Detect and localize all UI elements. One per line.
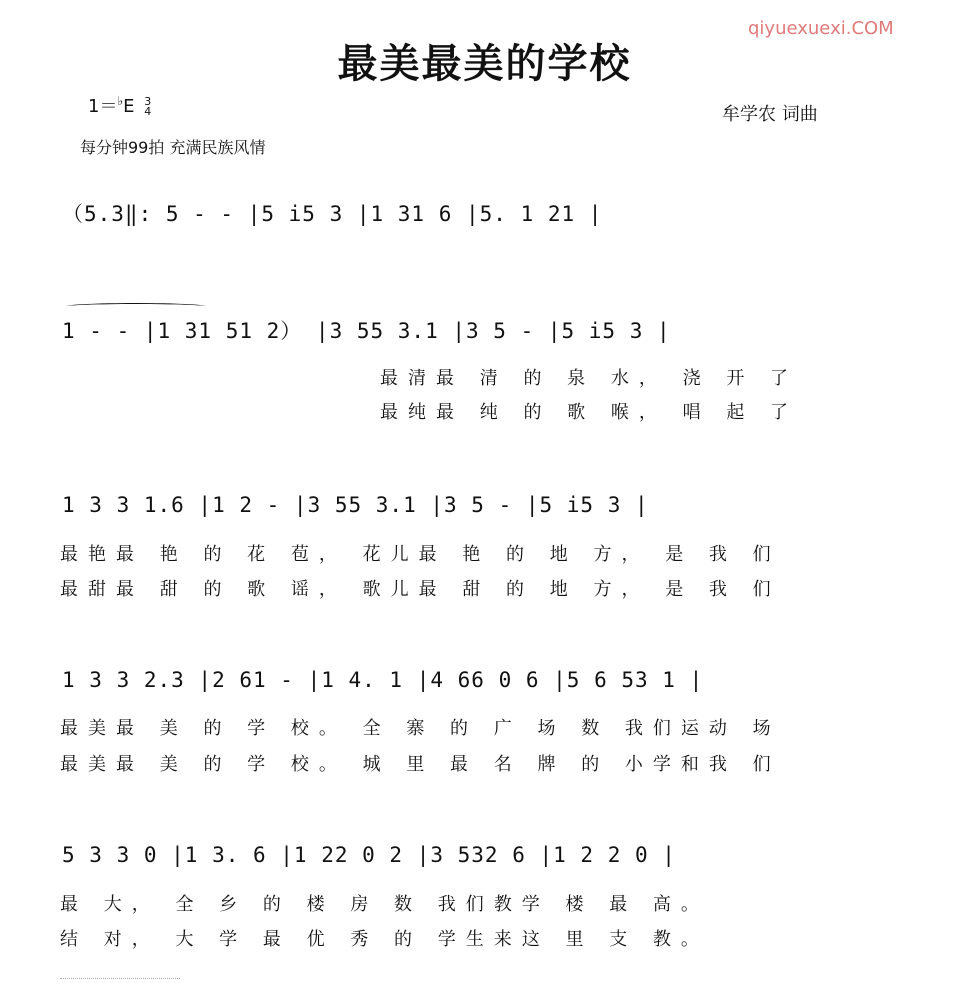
time-signature — [144, 97, 151, 117]
flat-sign: ♭ — [117, 94, 124, 108]
lyrics-line-5-verse-2: 结 对， 大 学 最 优 秀 的 学生来这 里 支 教。 — [60, 929, 709, 950]
key-note: E — [123, 96, 135, 117]
slur-mark — [66, 303, 206, 310]
lyrics-line-2-verse-1: 最清最 清 的 泉 水， 浇 开 了 — [380, 368, 799, 389]
lyrics-line-3-verse-2: 最甜最 甜 的 歌 谣， 歌儿最 甜 的 地 方， 是 我 们 — [60, 579, 781, 600]
score-line-1: （5.3‖: 5 - - |5 i5 3 |1 31 6 |5. 1 21 | — [62, 202, 603, 226]
song-title: 最美最美的学校 — [337, 41, 632, 87]
lyrics-line-3-verse-1: 最艳最 艳 的 花 苞， 花儿最 艳 的 地 方， 是 我 们 — [60, 544, 781, 565]
footer-divider — [60, 978, 180, 979]
score-line-4: 1 3 3 2.3 |2 61 - |1 4. 1 |4 66 0 6 |5 6 53 1 | — [62, 668, 704, 692]
score-line-2: 1 - - |1 31 51 2） |3 55 3.1 |3 5 - |5 i5 3 | — [62, 319, 671, 343]
time-denominator: 4 — [144, 105, 152, 118]
key-prefix: 1＝ — [88, 96, 118, 117]
author-credit: 牟学农 词曲 — [722, 104, 818, 125]
watermark-logo: qiyuexuexi.COM — [748, 18, 894, 39]
tempo-marking: 每分钟99拍 充满民族风情 — [80, 138, 266, 157]
key-signature — [88, 92, 151, 118]
lyrics-line-2-verse-2: 最纯最 纯 的 歌 喉， 唱 起 了 — [380, 402, 799, 423]
score-line-3: 1 3 3 1.6 |1 2 - |3 55 3.1 |3 5 - |5 i5 3 | — [62, 493, 649, 517]
lyrics-line-4-verse-1: 最美最 美 的 学 校。 全 寨 的 广 场 数 我们运动 场 — [60, 718, 781, 739]
lyrics-line-5-verse-1: 最 大， 全 乡 的 楼 房 数 我们教学 楼 最 高。 — [60, 894, 709, 915]
score-line-5: 5 3 3 0 |1 3. 6 |1 22 0 2 |3 532 6 |1 2 2 0 | — [62, 843, 676, 867]
lyrics-line-4-verse-2: 最美最 美 的 学 校。 城 里 最 名 牌 的 小学和我 们 — [60, 754, 781, 775]
time-numerator: 3 — [144, 95, 152, 108]
